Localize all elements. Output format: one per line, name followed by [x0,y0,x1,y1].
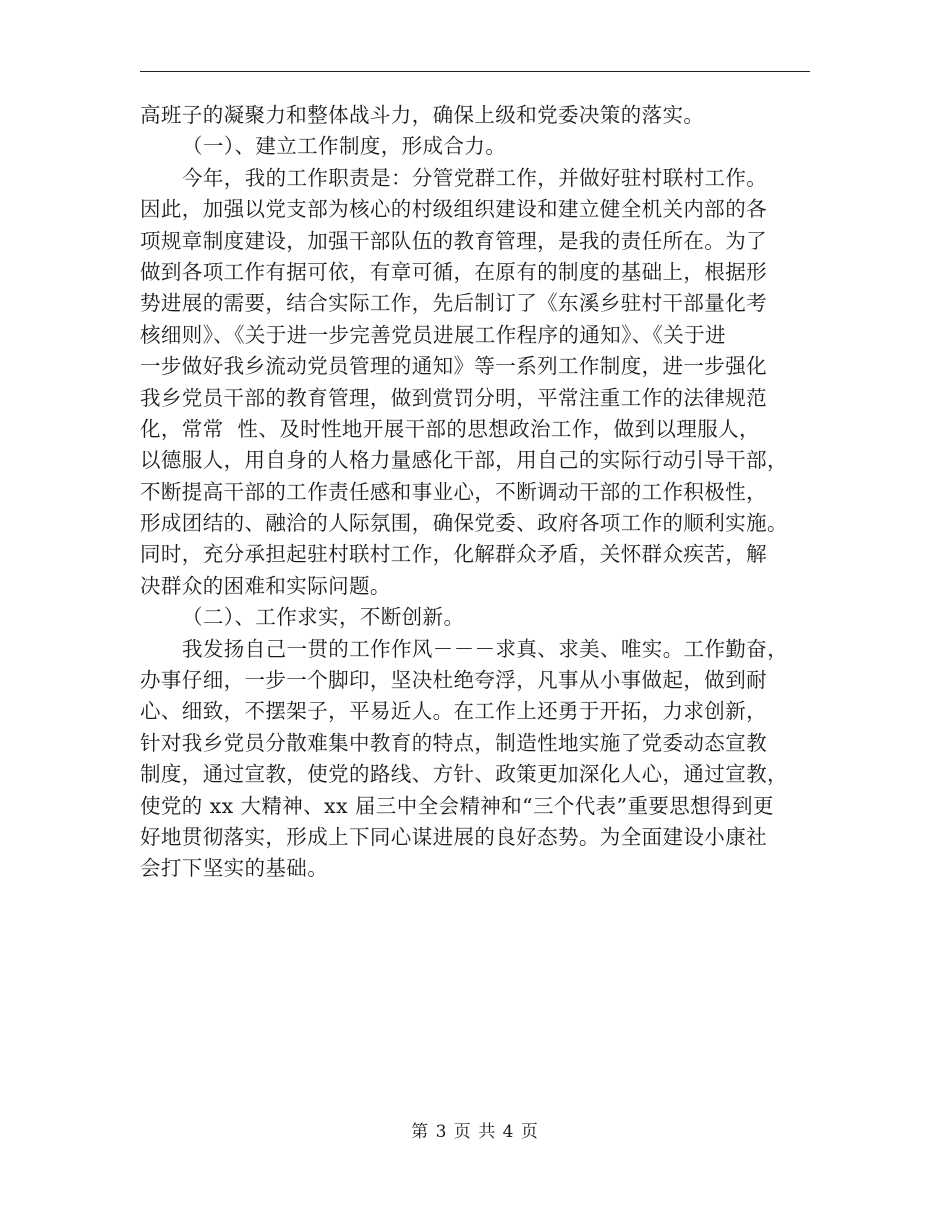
text-line: 决群众的困难和实际问题。 [140,573,391,598]
header-rule [140,71,810,72]
text-line: 我发扬自己一贯的工作作风－－－求真、求美、唯实。工作勤奋， [182,636,789,661]
text-line: 形成团结的、融洽的人际氛围，确保党委、政府各项工作的顺利实施。 [140,511,788,536]
text-line: 使党的 xx 大精神、xx 届三中全会精神和“三个代表”重要思想得到更 [140,793,774,818]
text-line: 化，常常 性、及时性地开展干部的思想政治工作，做到以理服人， [140,416,760,441]
text-line: 会打下坚实的基础。 [140,856,329,881]
section-heading: （一）、建立工作制度，形成合力。 [182,134,507,159]
text-line: 制度，通过宣教，使党的路线、方针、政策更加深化人心，通过宣教， [140,762,788,787]
text-line: 做到各项工作有据可依，有章可循，在原有的制度的基础上，根据形 [140,259,767,284]
text-line: 好地贯彻落实，形成上下同心谋进展的良好态势。为全面建设小康社 [140,824,767,849]
document-body [140,100,815,885]
text-line: 高班子的凝聚力和整体战斗力，确保上级和党委决策的落实。 [140,103,705,127]
text-line: 不断提高干部的工作责任感和事业心，不断调动干部的工作积极性， [140,479,767,504]
text-line: 因此，加强以党支部为核心的村级组织建设和建立健全机关内部的各 [140,197,767,222]
text-line: 心、细致，不摆架子，平易近人。在工作上还勇于开拓，力求创新， [140,699,767,724]
text-line: 今年，我的工作职责是：分管党群工作，并做好驻村联村工作。 [182,165,768,190]
page-footer: 第 3 页 共 4 页 [411,1122,539,1142]
text-line: 针对我乡党员分散难集中教育的特点，制造性地实施了党委动态宣教 [140,730,767,755]
text-line: 同时，充分承担起驻村联村工作，化解群众矛盾，关怀群众疾苦，解 [140,542,767,567]
text-line: 势进展的需要，结合实际工作，先后制订了《东溪乡驻村干部量化考 [140,291,767,316]
text-line: 我乡党员干部的教育管理，做到赏罚分明，平常注重工作的法律规范 [140,385,767,410]
text-line: 以德服人，用自身的人格力量感化干部，用自己的实际行动引导干部， [140,448,788,473]
text-line: 办事仔细，一步一个脚印，坚决杜绝夸浮，凡事从小事做起，做到耐 [140,668,767,693]
section-heading: （二）、工作求实，不断创新。 [182,605,465,630]
text-line: 一步做好我乡流动党员管理的通知》等一系列工作制度，进一步强化 [140,354,767,379]
text-line: 项规章制度建设，加强干部队伍的教育管理，是我的责任所在。为了 [140,228,767,253]
text-line: 核细则》、《关于进一步完善党员进展工作程序的通知》、《关于进 [140,322,726,347]
